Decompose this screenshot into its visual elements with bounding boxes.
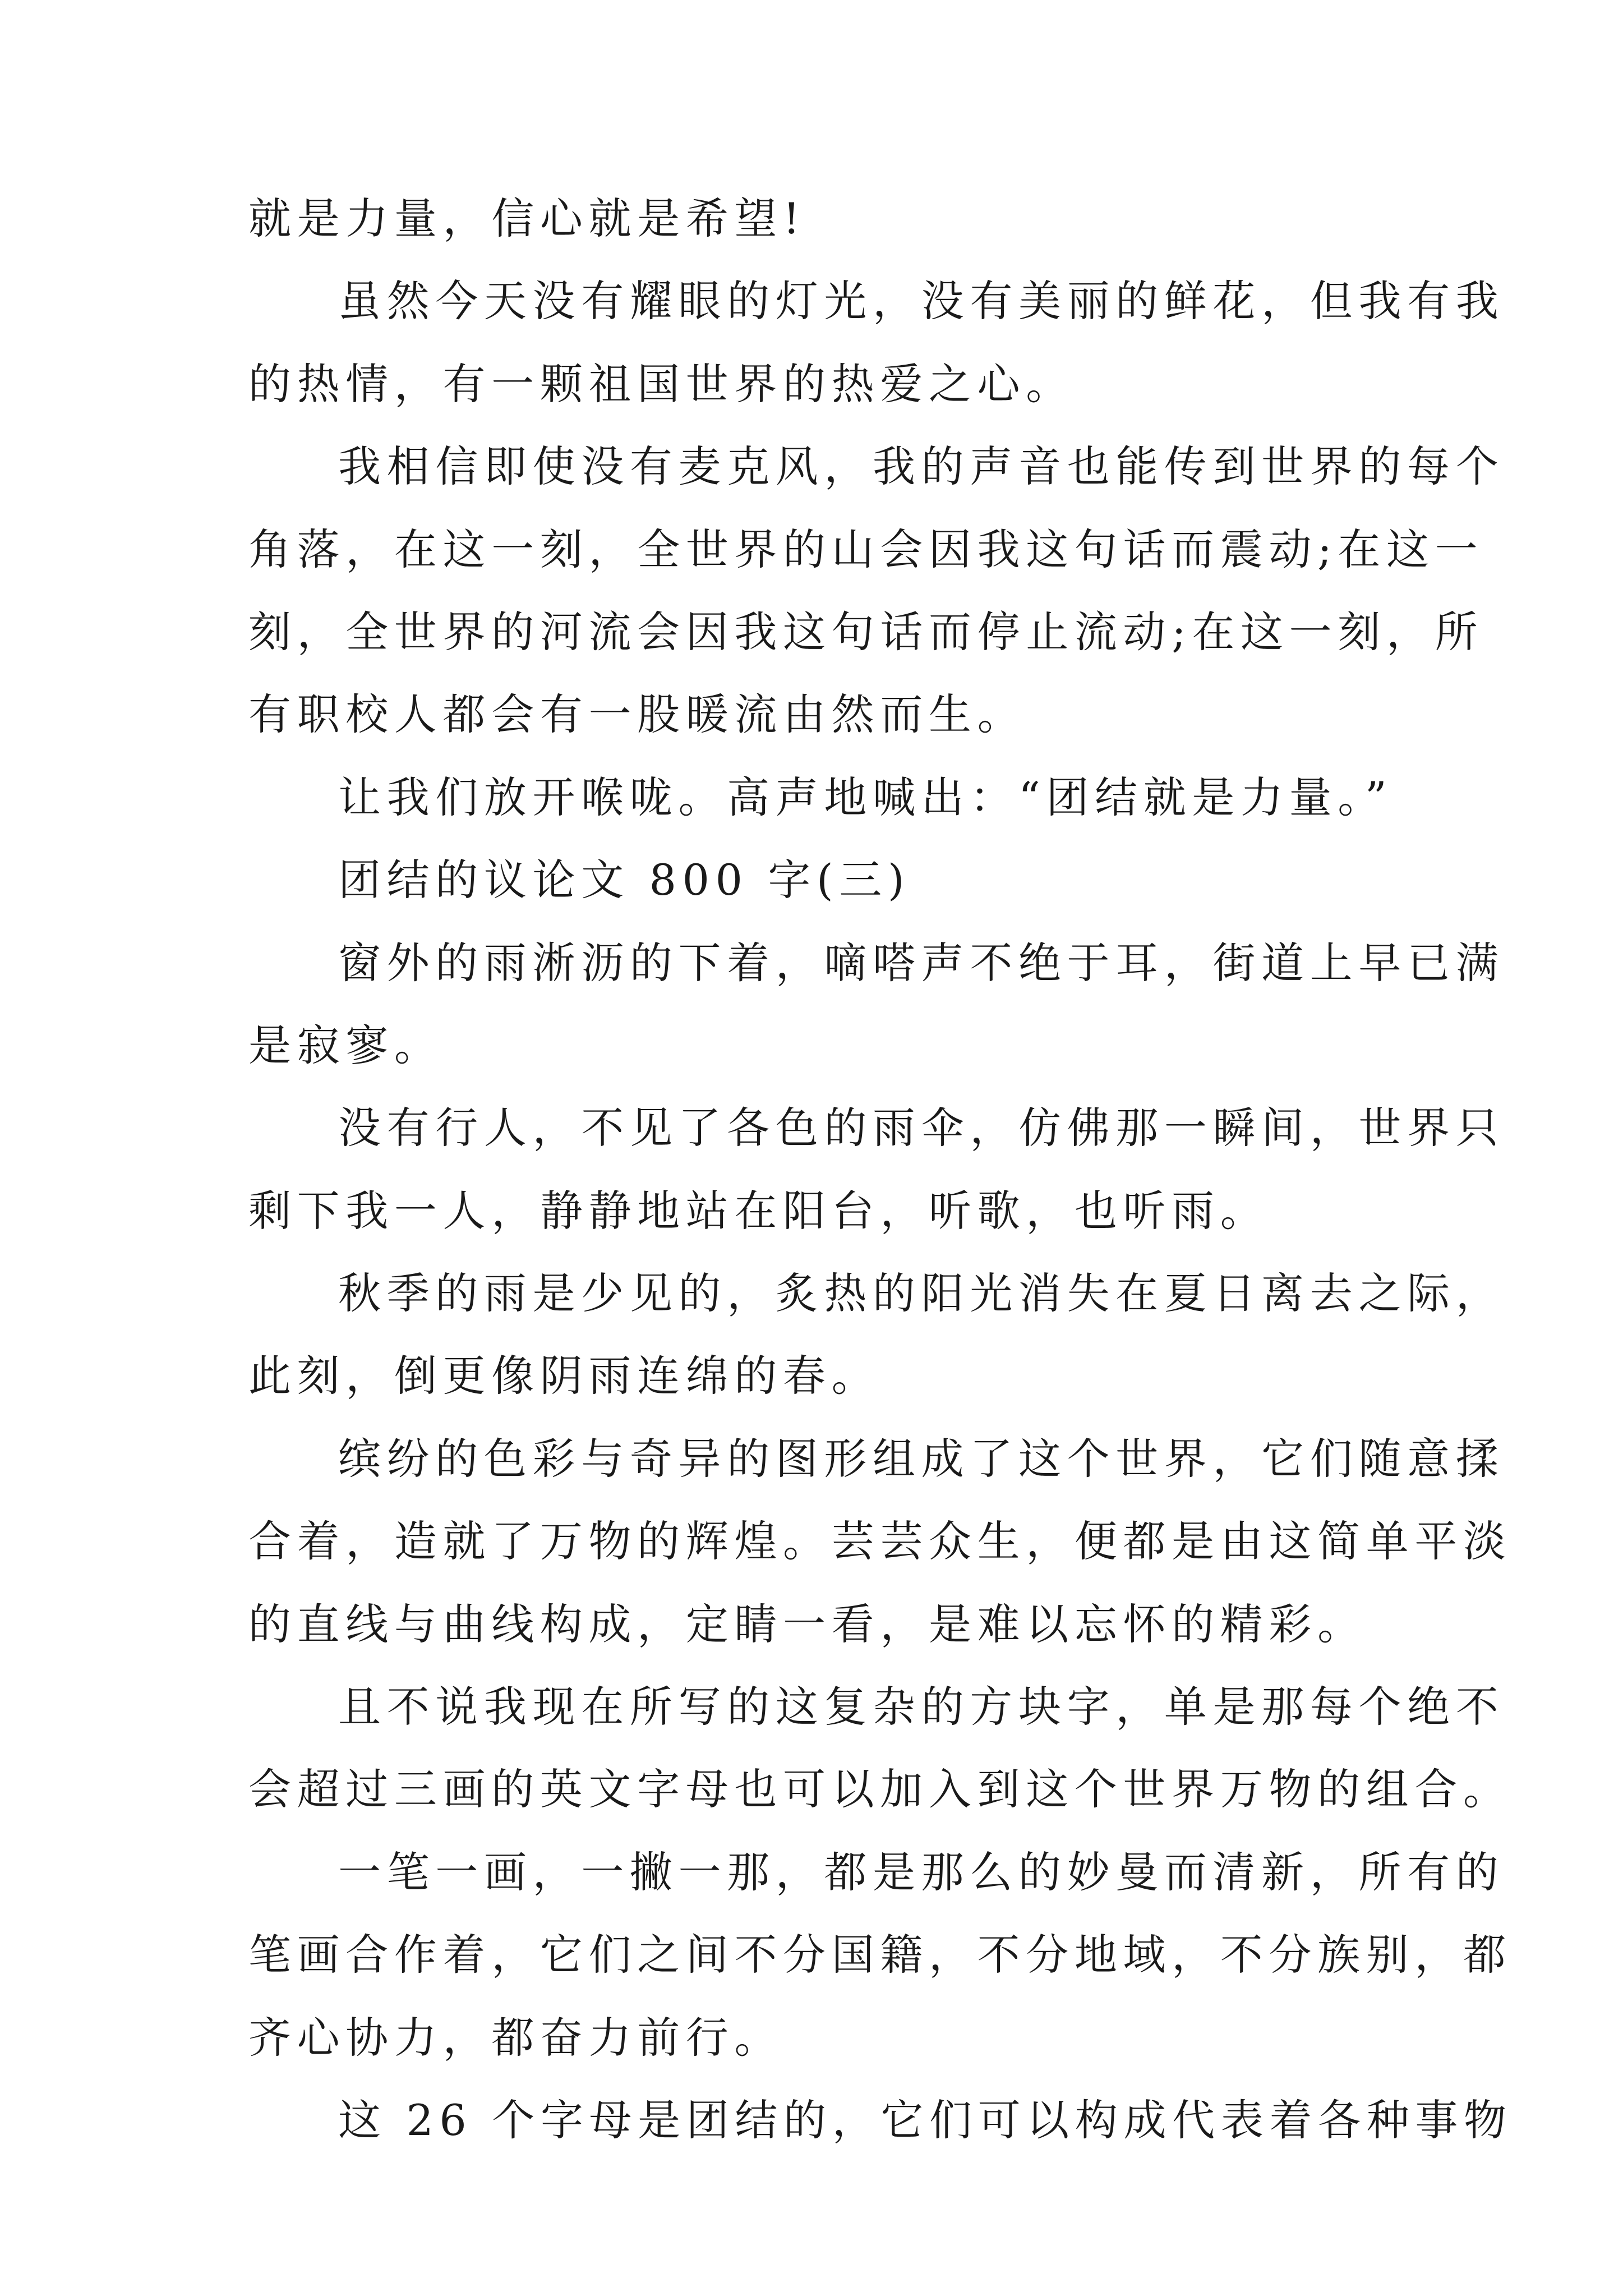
document-page: 就是力量，信心就是希望! 虽然今天没有耀眼的灯光，没有美丽的鲜花，但我有我 的热情，有一颗祖国世界的热爱之心。 我相信即使没有麦克风，我的声音也能传到世界的每个 角落，在这一刻，全世界的山会因我这句话而震动;在这一 刻，全世界的河流会因我这句话而停止流动;在这一刻，所 有职校人都会有一股暖流由然而生。 让我们放开喉咙。高声地喊出：“团结就是力量。” 团结的议论文 800 字(三) 窗外的雨淅沥的下着，嘀嗒声不绝于耳，街道上早已满 是寂寥。 没有行人，不见了各色的雨伞，仿佛那一瞬间，世界只 剩下我一人，静静地站在阳台，听歌，也听雨。 秋季的雨是少见的，炙热的阳光消失在夏日离去之际， 此刻，倒更像阴雨连绵的春。 缤纷的色彩与奇异的图形组成了这个世界，它们随意揉 合着，造就了万物的辉煌。芸芸众生，便都是由这简单平淡 的直线与曲线构成，定睛一看，是难以忘怀的精彩。 且不说我现在所写的这复杂的方块字，单是那每个绝不 会超过三画的英文字母也可以加入到这个世界万物的组合。 一笔一画，一撇一那，都是那么的妙曼而清新，所有的 笔画合作着，它们之间不分国籍，不分地域，不分族别，都 齐心协力，都奋力前行。 这 26 个字母是团结的，它们可以构成代表着各种事物: [0, 0, 1623, 2296]
